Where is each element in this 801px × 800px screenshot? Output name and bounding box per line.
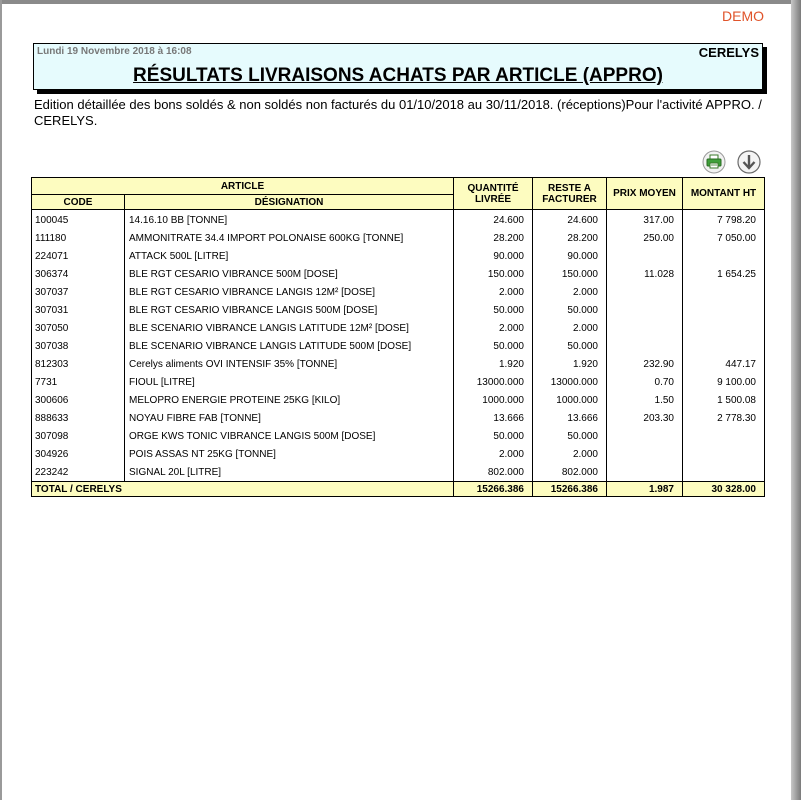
row-amount: 7 798.20 [683,210,765,230]
row-code: 307037 [32,283,125,301]
table-row [32,409,765,427]
row-amount: 9 100.00 [683,373,765,391]
row-remaining: 50.000 [533,337,607,355]
qty-column-header: QUANTITÉ LIVRÉE [454,178,533,210]
table-row [32,427,765,445]
row-qty: 2.000 [454,283,533,301]
row-designation: BLE RGT CESARIO VIBRANCE LANGIS 500M [DOSE] [125,301,454,319]
row-avg-price [607,301,683,319]
row-designation: Cerelys aliments OVI INTENSIF 35% [TONNE] [125,355,454,373]
row-qty: 24.600 [454,210,533,230]
report-header [33,43,763,90]
table-row [32,210,765,230]
row-avg-price: 0.70 [607,373,683,391]
row-remaining: 150.000 [533,265,607,283]
row-qty: 13.666 [454,409,533,427]
row-avg-price: 317.00 [607,210,683,230]
amount-column-header: MONTANT HT [683,178,765,210]
code-column-header: CODE [32,195,125,210]
total-row [32,482,765,497]
row-amount [683,445,765,463]
row-amount: 447.17 [683,355,765,373]
row-code: 111180 [32,229,125,247]
row-code: 888633 [32,409,125,427]
results-table [31,177,765,497]
row-qty: 13000.000 [454,373,533,391]
row-avg-price [607,427,683,445]
row-remaining: 13000.000 [533,373,607,391]
print-date: Lundi 19 Novembre 2018 à 16:08 [37,46,192,57]
row-code: 223242 [32,463,125,482]
row-qty: 50.000 [454,337,533,355]
table-row [32,247,765,265]
row-amount [683,463,765,482]
row-remaining: 1000.000 [533,391,607,409]
total-avg-price: 1.987 [607,482,683,497]
table-row [32,301,765,319]
row-designation: 14.16.10 BB [TONNE] [125,210,454,230]
window-left-border [0,0,2,800]
demo-badge: DEMO [722,8,764,24]
row-designation: BLE SCENARIO VIBRANCE LANGIS LATITUDE 500M [DOSE] [125,337,454,355]
row-code: 100045 [32,210,125,230]
row-avg-price [607,319,683,337]
row-remaining: 90.000 [533,247,607,265]
row-avg-price [607,337,683,355]
row-qty: 1000.000 [454,391,533,409]
row-designation: POIS ASSAS NT 25KG [TONNE] [125,445,454,463]
row-avg-price: 11.028 [607,265,683,283]
row-avg-price: 1.50 [607,391,683,409]
row-remaining: 2.000 [533,283,607,301]
row-code: 307031 [32,301,125,319]
row-amount [683,283,765,301]
window-top-border [0,0,801,4]
table-row [32,355,765,373]
table-row [32,445,765,463]
page-title: RÉSULTATS LIVRAISONS ACHATS PAR ARTICLE (APPRO) [133,65,663,86]
total-amount: 30 328.00 [683,482,765,497]
table-row [32,337,765,355]
row-code: 307098 [32,427,125,445]
row-avg-price [607,283,683,301]
total-label: TOTAL / CERELYS [32,482,454,497]
row-designation: BLE SCENARIO VIBRANCE LANGIS LATITUDE 12M² [DOSE] [125,319,454,337]
row-avg-price: 250.00 [607,229,683,247]
row-remaining: 1.920 [533,355,607,373]
row-code: 812303 [32,355,125,373]
row-remaining: 28.200 [533,229,607,247]
row-code: 307050 [32,319,125,337]
company-name: CERELYS [698,45,759,60]
row-avg-price: 232.90 [607,355,683,373]
row-qty: 150.000 [454,265,533,283]
row-designation: BLE RGT CESARIO VIBRANCE LANGIS 12M² [DOSE] [125,283,454,301]
article-group-header: ARTICLE [32,178,454,195]
window-scrollbar-edge[interactable] [791,0,801,800]
row-amount: 2 778.30 [683,409,765,427]
row-avg-price [607,445,683,463]
row-qty: 802.000 [454,463,533,482]
row-designation: MELOPRO ENERGIE PROTEINE 25KG [KILO] [125,391,454,409]
table-row [32,319,765,337]
row-qty: 50.000 [454,427,533,445]
remaining-column-header: RESTE A FACTURER [533,178,607,210]
row-designation: ORGE KWS TONIC VIBRANCE LANGIS 500M [DOSE] [125,427,454,445]
row-code: 7731 [32,373,125,391]
printer-icon[interactable] [702,150,726,174]
row-amount [683,427,765,445]
row-code: 300606 [32,391,125,409]
row-avg-price [607,463,683,482]
row-remaining: 50.000 [533,427,607,445]
row-code: 224071 [32,247,125,265]
row-designation: BLE RGT CESARIO VIBRANCE 500M [DOSE] [125,265,454,283]
row-avg-price: 203.30 [607,409,683,427]
report-description: Edition détaillée des bons soldés & non soldés non facturés du 01/10/2018 au 30/11/2018. (réceptions)Pour l'activité APPRO. / CERELYS. [34,97,762,128]
row-amount [683,301,765,319]
row-avg-price [607,247,683,265]
row-amount [683,337,765,355]
download-arrow-icon[interactable] [737,150,761,174]
row-code: 307038 [32,337,125,355]
row-remaining: 2.000 [533,319,607,337]
avg-price-column-header: PRIX MOYEN [607,178,683,210]
table-row [32,391,765,409]
row-designation: AMMONITRATE 34.4 IMPORT POLONAISE 600KG [TONNE] [125,229,454,247]
row-amount [683,319,765,337]
designation-column-header: DÉSIGNATION [125,195,454,210]
row-designation: FIOUL [LITRE] [125,373,454,391]
row-remaining: 50.000 [533,301,607,319]
total-remaining: 15266.386 [533,482,607,497]
row-amount: 1 500.08 [683,391,765,409]
row-qty: 2.000 [454,319,533,337]
row-qty: 90.000 [454,247,533,265]
row-code: 306374 [32,265,125,283]
row-qty: 50.000 [454,301,533,319]
row-code: 304926 [32,445,125,463]
row-remaining: 24.600 [533,210,607,230]
table-row [32,229,765,247]
row-qty: 1.920 [454,355,533,373]
row-amount: 1 654.25 [683,265,765,283]
row-designation: ATTACK 500L [LITRE] [125,247,454,265]
total-qty: 15266.386 [454,482,533,497]
row-remaining: 802.000 [533,463,607,482]
row-amount [683,247,765,265]
table-row [32,373,765,391]
row-qty: 28.200 [454,229,533,247]
row-designation: NOYAU FIBRE FAB [TONNE] [125,409,454,427]
row-remaining: 13.666 [533,409,607,427]
row-amount: 7 050.00 [683,229,765,247]
table-row [32,283,765,301]
table-row [32,265,765,283]
table-row [32,463,765,482]
row-designation: SIGNAL 20L [LITRE] [125,463,454,482]
row-remaining: 2.000 [533,445,607,463]
row-qty: 2.000 [454,445,533,463]
